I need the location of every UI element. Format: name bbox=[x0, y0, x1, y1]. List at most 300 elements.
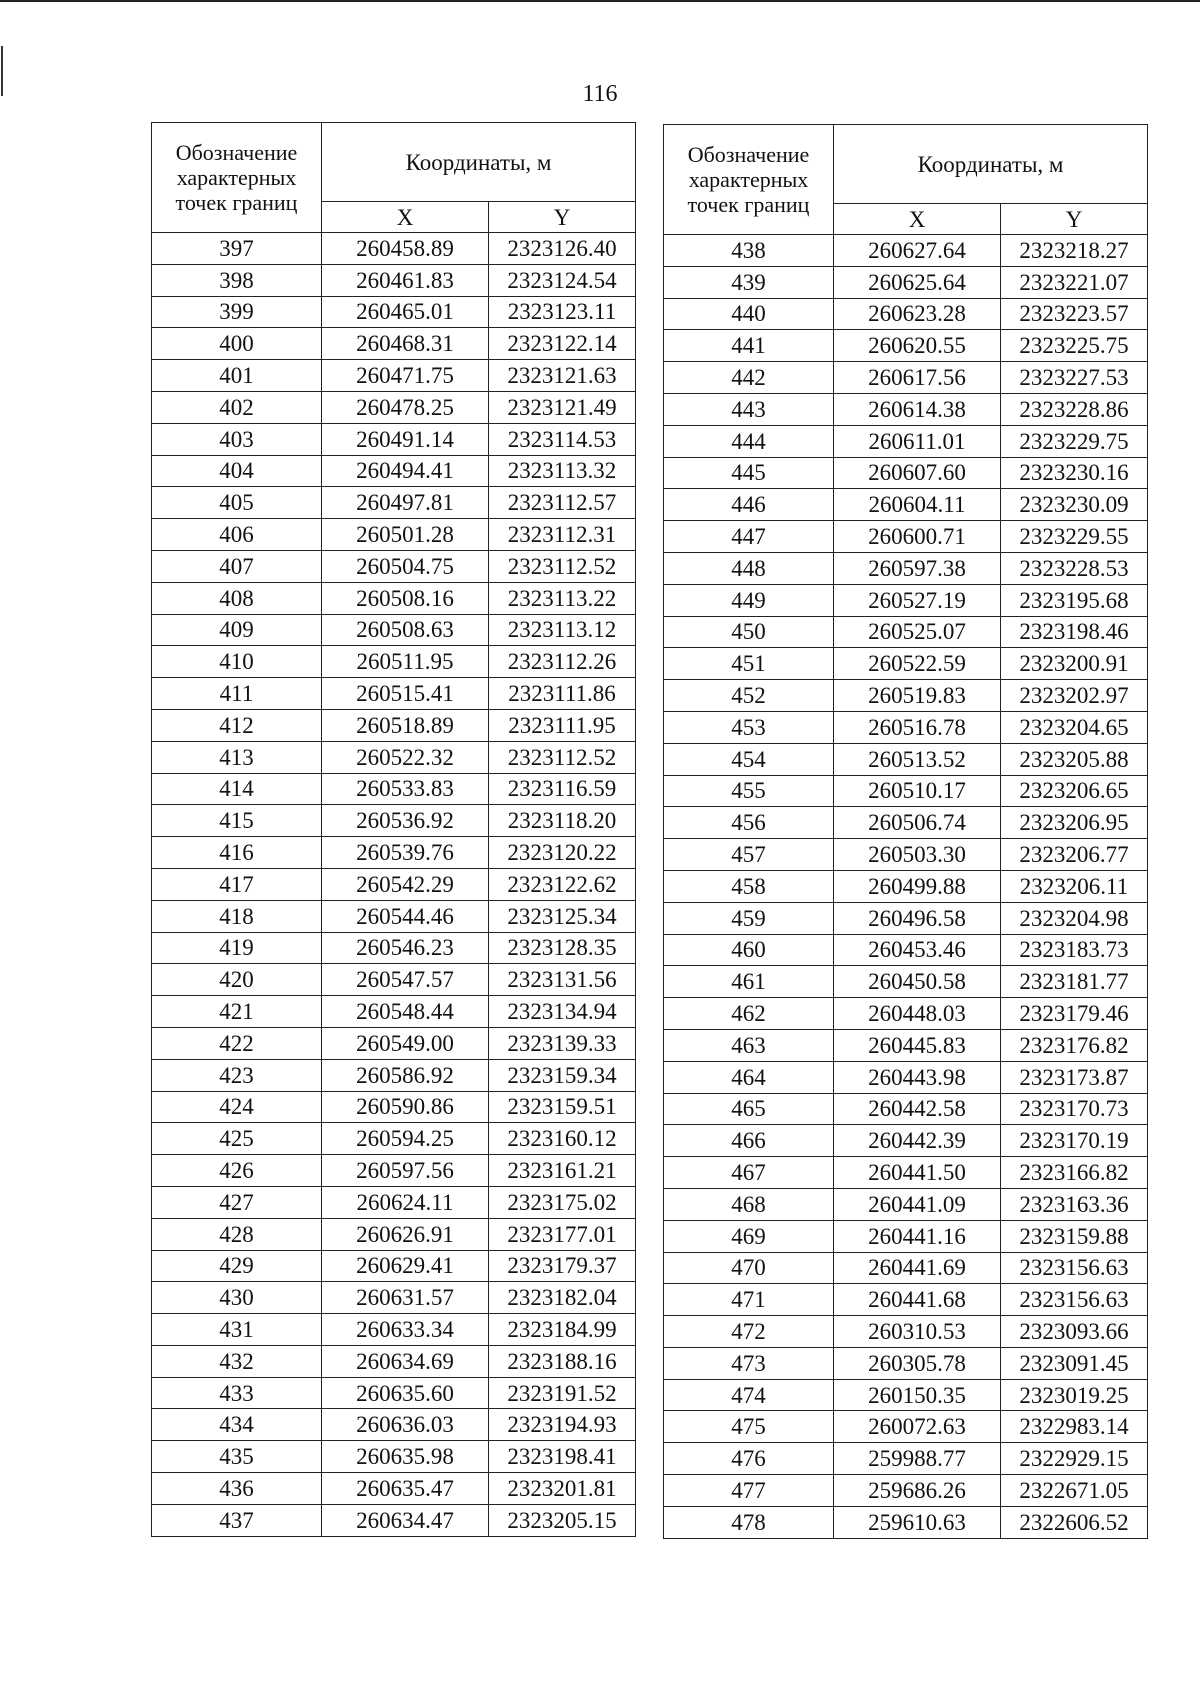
point-id-cell: 458 bbox=[664, 870, 834, 902]
point-id-cell: 434 bbox=[152, 1409, 322, 1441]
x-coordinate-cell: 260600.71 bbox=[834, 521, 1001, 553]
point-id-cell: 451 bbox=[664, 648, 834, 680]
x-coordinate-cell: 260635.98 bbox=[322, 1441, 489, 1473]
point-id-cell: 470 bbox=[664, 1252, 834, 1284]
y-coordinate-cell: 2323228.53 bbox=[1001, 552, 1148, 584]
x-coordinate-cell: 260604.11 bbox=[834, 489, 1001, 521]
table-row bbox=[664, 839, 1148, 871]
point-id-cell: 421 bbox=[152, 996, 322, 1028]
x-coordinate-cell: 260629.41 bbox=[322, 1250, 489, 1282]
table-row bbox=[664, 1029, 1148, 1061]
y-coordinate-cell: 2323205.15 bbox=[489, 1504, 636, 1536]
y-coordinate-cell: 2323126.40 bbox=[489, 233, 636, 265]
table-row bbox=[152, 1186, 636, 1218]
point-id-cell: 430 bbox=[152, 1282, 322, 1314]
x-coordinate-cell: 260496.58 bbox=[834, 902, 1001, 934]
x-coordinate-cell: 260441.09 bbox=[834, 1188, 1001, 1220]
point-id-cell: 429 bbox=[152, 1250, 322, 1282]
table-row bbox=[664, 298, 1148, 330]
point-id-cell: 471 bbox=[664, 1284, 834, 1316]
x-coordinate-cell: 260635.60 bbox=[322, 1377, 489, 1409]
point-id-cell: 440 bbox=[664, 298, 834, 330]
point-id-cell: 455 bbox=[664, 775, 834, 807]
x-coordinate-cell: 260626.91 bbox=[322, 1218, 489, 1250]
y-coordinate-cell: 2323205.88 bbox=[1001, 743, 1148, 775]
y-coordinate-cell: 2323113.22 bbox=[489, 582, 636, 614]
y-coordinate-cell: 2323114.53 bbox=[489, 423, 636, 455]
x-coordinate-cell: 260499.88 bbox=[834, 870, 1001, 902]
y-coordinate-cell: 2323113.32 bbox=[489, 455, 636, 487]
point-id-cell: 450 bbox=[664, 616, 834, 648]
y-coordinate-cell: 2323121.49 bbox=[489, 391, 636, 423]
table-row bbox=[664, 1125, 1148, 1157]
point-id-cell: 397 bbox=[152, 233, 322, 265]
table-row bbox=[152, 741, 636, 773]
x-coordinate-cell: 260305.78 bbox=[834, 1347, 1001, 1379]
y-coordinate-cell: 2323116.59 bbox=[489, 773, 636, 805]
table-row bbox=[152, 996, 636, 1028]
point-id-cell: 464 bbox=[664, 1061, 834, 1093]
x-coordinate-cell: 260465.01 bbox=[322, 296, 489, 328]
y-coordinate-cell: 2323112.52 bbox=[489, 741, 636, 773]
y-coordinate-cell: 2323091.45 bbox=[1001, 1347, 1148, 1379]
point-id-cell: 447 bbox=[664, 521, 834, 553]
y-coordinate-cell: 2323093.66 bbox=[1001, 1316, 1148, 1348]
table-row bbox=[664, 1316, 1148, 1348]
x-coordinate-cell: 260607.60 bbox=[834, 457, 1001, 489]
point-id-cell: 443 bbox=[664, 393, 834, 425]
x-coordinate-cell: 260597.56 bbox=[322, 1155, 489, 1187]
x-coordinate-cell: 260150.35 bbox=[834, 1379, 1001, 1411]
y-coordinate-cell: 2323118.20 bbox=[489, 805, 636, 837]
table-row bbox=[152, 1155, 636, 1187]
y-coordinate-cell: 2323177.01 bbox=[489, 1218, 636, 1250]
table-row bbox=[664, 902, 1148, 934]
point-id-cell: 414 bbox=[152, 773, 322, 805]
x-coordinate-cell: 260513.52 bbox=[834, 743, 1001, 775]
table-row bbox=[152, 805, 636, 837]
y-coordinate-cell: 2323184.99 bbox=[489, 1314, 636, 1346]
point-id-cell: 404 bbox=[152, 455, 322, 487]
x-coordinate-cell: 260547.57 bbox=[322, 964, 489, 996]
table-row bbox=[664, 1347, 1148, 1379]
table-row bbox=[152, 1441, 636, 1473]
point-id-cell: 442 bbox=[664, 362, 834, 394]
table-row bbox=[152, 1409, 636, 1441]
table-row bbox=[664, 425, 1148, 457]
x-coordinate-cell: 260501.28 bbox=[322, 519, 489, 551]
x-coordinate-cell: 260627.64 bbox=[834, 235, 1001, 267]
point-id-cell: 423 bbox=[152, 1059, 322, 1091]
x-coordinate-cell: 260597.38 bbox=[834, 552, 1001, 584]
y-coordinate-cell: 2323120.22 bbox=[489, 837, 636, 869]
y-coordinate-cell: 2323156.63 bbox=[1001, 1284, 1148, 1316]
point-id-cell: 419 bbox=[152, 932, 322, 964]
point-id-cell: 416 bbox=[152, 837, 322, 869]
table-row bbox=[664, 393, 1148, 425]
y-coordinate-cell: 2323112.57 bbox=[489, 487, 636, 519]
x-coordinate-cell: 260631.57 bbox=[322, 1282, 489, 1314]
table-row bbox=[152, 582, 636, 614]
y-coordinate-cell: 2323113.12 bbox=[489, 614, 636, 646]
point-id-cell: 473 bbox=[664, 1347, 834, 1379]
x-coordinate-cell: 260508.63 bbox=[322, 614, 489, 646]
y-coordinate-cell: 2323221.07 bbox=[1001, 266, 1148, 298]
x-coordinate-cell: 260620.55 bbox=[834, 330, 1001, 362]
y-coordinate-cell: 2323170.19 bbox=[1001, 1125, 1148, 1157]
y-coordinate-cell: 2323202.97 bbox=[1001, 680, 1148, 712]
y-coordinate-cell: 2323160.12 bbox=[489, 1123, 636, 1155]
y-coordinate-cell: 2323200.91 bbox=[1001, 648, 1148, 680]
table-row bbox=[152, 646, 636, 678]
y-header: Y bbox=[489, 202, 636, 233]
y-coordinate-cell: 2323206.95 bbox=[1001, 807, 1148, 839]
y-coordinate-cell: 2323218.27 bbox=[1001, 235, 1148, 267]
x-coordinate-cell: 260441.68 bbox=[834, 1284, 1001, 1316]
table-row bbox=[152, 1027, 636, 1059]
x-coordinate-cell: 260468.31 bbox=[322, 328, 489, 360]
table-row bbox=[152, 264, 636, 296]
x-coordinate-cell: 260471.75 bbox=[322, 360, 489, 392]
y-coordinate-cell: 2323121.63 bbox=[489, 360, 636, 392]
table-row bbox=[152, 487, 636, 519]
y-coordinate-cell: 2323163.36 bbox=[1001, 1188, 1148, 1220]
y-coordinate-cell: 2323230.09 bbox=[1001, 489, 1148, 521]
x-coordinate-cell: 260548.44 bbox=[322, 996, 489, 1028]
point-id-cell: 428 bbox=[152, 1218, 322, 1250]
y-coordinate-cell: 2323156.63 bbox=[1001, 1252, 1148, 1284]
x-coordinate-cell: 260478.25 bbox=[322, 391, 489, 423]
table-row bbox=[152, 1218, 636, 1250]
table-row bbox=[664, 584, 1148, 616]
y-coordinate-cell: 2323112.52 bbox=[489, 550, 636, 582]
x-coordinate-cell: 260461.83 bbox=[322, 264, 489, 296]
x-coordinate-cell: 260516.78 bbox=[834, 711, 1001, 743]
table-row bbox=[152, 455, 636, 487]
point-id-cell: 439 bbox=[664, 266, 834, 298]
y-coordinate-cell: 2323123.11 bbox=[489, 296, 636, 328]
x-coordinate-cell: 260635.47 bbox=[322, 1473, 489, 1505]
x-header: X bbox=[834, 204, 1001, 235]
point-id-cell: 438 bbox=[664, 235, 834, 267]
y-coordinate-cell: 2323195.68 bbox=[1001, 584, 1148, 616]
table-row bbox=[664, 552, 1148, 584]
point-id-cell: 460 bbox=[664, 934, 834, 966]
table-row bbox=[664, 1411, 1148, 1443]
x-coordinate-cell: 260441.16 bbox=[834, 1220, 1001, 1252]
point-id-cell: 474 bbox=[664, 1379, 834, 1411]
y-coordinate-cell: 2323191.52 bbox=[489, 1377, 636, 1409]
point-id-cell: 452 bbox=[664, 680, 834, 712]
point-id-cell: 418 bbox=[152, 900, 322, 932]
point-id-cell: 422 bbox=[152, 1027, 322, 1059]
y-coordinate-cell: 2323111.95 bbox=[489, 709, 636, 741]
point-id-cell: 406 bbox=[152, 519, 322, 551]
table-row bbox=[664, 1220, 1148, 1252]
point-id-cell: 413 bbox=[152, 741, 322, 773]
point-id-cell: 437 bbox=[152, 1504, 322, 1536]
x-coordinate-cell: 260549.00 bbox=[322, 1027, 489, 1059]
point-id-cell: 462 bbox=[664, 998, 834, 1030]
point-id-cell: 456 bbox=[664, 807, 834, 839]
y-coordinate-cell: 2323019.25 bbox=[1001, 1379, 1148, 1411]
table-row bbox=[664, 680, 1148, 712]
point-id-cell: 412 bbox=[152, 709, 322, 741]
coordinates-table-right bbox=[663, 124, 1148, 1539]
point-id-cell: 476 bbox=[664, 1443, 834, 1475]
table-row bbox=[664, 870, 1148, 902]
x-coordinate-cell: 260506.74 bbox=[834, 807, 1001, 839]
table-row bbox=[664, 1157, 1148, 1189]
x-coordinate-cell: 260511.95 bbox=[322, 646, 489, 678]
x-coordinate-cell: 260518.89 bbox=[322, 709, 489, 741]
table-row bbox=[664, 489, 1148, 521]
x-coordinate-cell: 260625.64 bbox=[834, 266, 1001, 298]
x-coordinate-cell: 259610.63 bbox=[834, 1506, 1001, 1538]
point-id-cell: 454 bbox=[664, 743, 834, 775]
table-row bbox=[664, 1475, 1148, 1507]
point-id-cell: 466 bbox=[664, 1125, 834, 1157]
x-coordinate-cell: 260614.38 bbox=[834, 393, 1001, 425]
point-id-cell: 409 bbox=[152, 614, 322, 646]
x-coordinate-cell: 260072.63 bbox=[834, 1411, 1001, 1443]
y-coordinate-cell: 2323122.14 bbox=[489, 328, 636, 360]
table-row bbox=[152, 328, 636, 360]
table-row bbox=[152, 1282, 636, 1314]
point-id-cell: 468 bbox=[664, 1188, 834, 1220]
table-row bbox=[152, 837, 636, 869]
point-id-cell: 411 bbox=[152, 678, 322, 710]
table-row bbox=[664, 1506, 1148, 1538]
y-coordinate-cell: 2323204.65 bbox=[1001, 711, 1148, 743]
x-coordinate-cell: 260590.86 bbox=[322, 1091, 489, 1123]
y-coordinate-cell: 2323229.55 bbox=[1001, 521, 1148, 553]
x-coordinate-cell: 260445.83 bbox=[834, 1029, 1001, 1061]
table-row bbox=[152, 1091, 636, 1123]
table-row bbox=[664, 998, 1148, 1030]
x-coordinate-cell: 260458.89 bbox=[322, 233, 489, 265]
point-id-cell: 402 bbox=[152, 391, 322, 423]
table-row bbox=[152, 1377, 636, 1409]
table-row bbox=[664, 330, 1148, 362]
point-id-cell: 407 bbox=[152, 550, 322, 582]
point-id-cell: 425 bbox=[152, 1123, 322, 1155]
designation-header: Обозначение характерных точек границ bbox=[664, 125, 834, 235]
x-coordinate-cell: 260494.41 bbox=[322, 455, 489, 487]
table-row bbox=[664, 807, 1148, 839]
x-coordinate-cell: 260633.34 bbox=[322, 1314, 489, 1346]
x-coordinate-cell: 260634.69 bbox=[322, 1345, 489, 1377]
point-id-cell: 469 bbox=[664, 1220, 834, 1252]
x-coordinate-cell: 260624.11 bbox=[322, 1186, 489, 1218]
point-id-cell: 475 bbox=[664, 1411, 834, 1443]
point-id-cell: 453 bbox=[664, 711, 834, 743]
table-row bbox=[664, 648, 1148, 680]
table-row bbox=[152, 1059, 636, 1091]
table-row bbox=[152, 932, 636, 964]
point-id-cell: 457 bbox=[664, 839, 834, 871]
x-coordinate-cell: 260527.19 bbox=[834, 584, 1001, 616]
point-id-cell: 405 bbox=[152, 487, 322, 519]
point-id-cell: 465 bbox=[664, 1093, 834, 1125]
y-coordinate-cell: 2323183.73 bbox=[1001, 934, 1148, 966]
x-coordinate-cell: 260586.92 bbox=[322, 1059, 489, 1091]
y-coordinate-cell: 2323122.62 bbox=[489, 868, 636, 900]
table-row bbox=[152, 1123, 636, 1155]
table-row bbox=[152, 1250, 636, 1282]
y-coordinate-cell: 2323159.34 bbox=[489, 1059, 636, 1091]
x-coordinate-cell: 260503.30 bbox=[834, 839, 1001, 871]
point-id-cell: 467 bbox=[664, 1157, 834, 1189]
x-header: X bbox=[322, 202, 489, 233]
table-row bbox=[152, 1314, 636, 1346]
coordinates-header: Координаты, м bbox=[322, 123, 636, 202]
point-id-cell: 461 bbox=[664, 966, 834, 998]
point-id-cell: 441 bbox=[664, 330, 834, 362]
x-coordinate-cell: 260611.01 bbox=[834, 425, 1001, 457]
point-id-cell: 417 bbox=[152, 868, 322, 900]
x-coordinate-cell: 260497.81 bbox=[322, 487, 489, 519]
y-coordinate-cell: 2323128.35 bbox=[489, 932, 636, 964]
point-id-cell: 446 bbox=[664, 489, 834, 521]
x-coordinate-cell: 260522.59 bbox=[834, 648, 1001, 680]
table-row bbox=[152, 233, 636, 265]
point-id-cell: 408 bbox=[152, 582, 322, 614]
x-coordinate-cell: 260536.92 bbox=[322, 805, 489, 837]
table-row bbox=[152, 550, 636, 582]
y-coordinate-cell: 2323134.94 bbox=[489, 996, 636, 1028]
x-coordinate-cell: 260510.17 bbox=[834, 775, 1001, 807]
scan-top-edge bbox=[0, 0, 1200, 2]
y-coordinate-cell: 2323206.11 bbox=[1001, 870, 1148, 902]
point-id-cell: 444 bbox=[664, 425, 834, 457]
y-coordinate-cell: 2323131.56 bbox=[489, 964, 636, 996]
x-coordinate-cell: 260310.53 bbox=[834, 1316, 1001, 1348]
page-number: 116 bbox=[582, 81, 618, 107]
table-row bbox=[152, 1473, 636, 1505]
table-row bbox=[152, 360, 636, 392]
y-coordinate-cell: 2323227.53 bbox=[1001, 362, 1148, 394]
x-coordinate-cell: 260448.03 bbox=[834, 998, 1001, 1030]
y-coordinate-cell: 2323175.02 bbox=[489, 1186, 636, 1218]
table-row bbox=[664, 521, 1148, 553]
table-row bbox=[152, 1345, 636, 1377]
x-coordinate-cell: 259686.26 bbox=[834, 1475, 1001, 1507]
y-coordinate-cell: 2323111.86 bbox=[489, 678, 636, 710]
point-id-cell: 477 bbox=[664, 1475, 834, 1507]
x-coordinate-cell: 260508.16 bbox=[322, 582, 489, 614]
y-coordinate-cell: 2323229.75 bbox=[1001, 425, 1148, 457]
point-id-cell: 398 bbox=[152, 264, 322, 296]
table-row bbox=[664, 1284, 1148, 1316]
point-id-cell: 463 bbox=[664, 1029, 834, 1061]
x-coordinate-cell: 260525.07 bbox=[834, 616, 1001, 648]
x-coordinate-cell: 260522.32 bbox=[322, 741, 489, 773]
scan-margin-mark bbox=[1, 46, 3, 96]
x-coordinate-cell: 260594.25 bbox=[322, 1123, 489, 1155]
y-coordinate-cell: 2323230.16 bbox=[1001, 457, 1148, 489]
y-coordinate-cell: 2323159.88 bbox=[1001, 1220, 1148, 1252]
y-coordinate-cell: 2323201.81 bbox=[489, 1473, 636, 1505]
y-coordinate-cell: 2323179.37 bbox=[489, 1250, 636, 1282]
y-coordinate-cell: 2323223.57 bbox=[1001, 298, 1148, 330]
y-coordinate-cell: 2323204.98 bbox=[1001, 902, 1148, 934]
x-coordinate-cell: 259988.77 bbox=[834, 1443, 1001, 1475]
table-row bbox=[664, 1252, 1148, 1284]
point-id-cell: 432 bbox=[152, 1345, 322, 1377]
y-coordinate-cell: 2323166.82 bbox=[1001, 1157, 1148, 1189]
table-row bbox=[152, 773, 636, 805]
point-id-cell: 410 bbox=[152, 646, 322, 678]
table-row bbox=[152, 678, 636, 710]
point-id-cell: 424 bbox=[152, 1091, 322, 1123]
y-coordinate-cell: 2323188.16 bbox=[489, 1345, 636, 1377]
point-id-cell: 448 bbox=[664, 552, 834, 584]
x-coordinate-cell: 260453.46 bbox=[834, 934, 1001, 966]
x-coordinate-cell: 260442.58 bbox=[834, 1093, 1001, 1125]
table-row bbox=[664, 266, 1148, 298]
point-id-cell: 436 bbox=[152, 1473, 322, 1505]
x-coordinate-cell: 260519.83 bbox=[834, 680, 1001, 712]
y-coordinate-cell: 2323159.51 bbox=[489, 1091, 636, 1123]
table-row bbox=[664, 457, 1148, 489]
y-coordinate-cell: 2323112.26 bbox=[489, 646, 636, 678]
y-coordinate-cell: 2323170.73 bbox=[1001, 1093, 1148, 1125]
point-id-cell: 431 bbox=[152, 1314, 322, 1346]
coordinates-table-left bbox=[151, 122, 636, 1537]
y-coordinate-cell: 2323228.86 bbox=[1001, 393, 1148, 425]
table-row bbox=[664, 616, 1148, 648]
point-id-cell: 400 bbox=[152, 328, 322, 360]
y-coordinate-cell: 2323124.54 bbox=[489, 264, 636, 296]
point-id-cell: 435 bbox=[152, 1441, 322, 1473]
point-id-cell: 449 bbox=[664, 584, 834, 616]
table-row bbox=[664, 966, 1148, 998]
table-row bbox=[664, 235, 1148, 267]
x-coordinate-cell: 260636.03 bbox=[322, 1409, 489, 1441]
x-coordinate-cell: 260546.23 bbox=[322, 932, 489, 964]
point-id-cell: 401 bbox=[152, 360, 322, 392]
table-row bbox=[152, 423, 636, 455]
y-coordinate-cell: 2323206.65 bbox=[1001, 775, 1148, 807]
y-header: Y bbox=[1001, 204, 1148, 235]
y-coordinate-cell: 2323176.82 bbox=[1001, 1029, 1148, 1061]
y-coordinate-cell: 2323198.46 bbox=[1001, 616, 1148, 648]
x-coordinate-cell: 260491.14 bbox=[322, 423, 489, 455]
table-row bbox=[664, 362, 1148, 394]
y-coordinate-cell: 2323194.93 bbox=[489, 1409, 636, 1441]
y-coordinate-cell: 2323125.34 bbox=[489, 900, 636, 932]
table-row bbox=[152, 296, 636, 328]
table-row bbox=[152, 1504, 636, 1536]
point-id-cell: 399 bbox=[152, 296, 322, 328]
x-coordinate-cell: 260634.47 bbox=[322, 1504, 489, 1536]
x-coordinate-cell: 260533.83 bbox=[322, 773, 489, 805]
table-row bbox=[152, 614, 636, 646]
x-coordinate-cell: 260442.39 bbox=[834, 1125, 1001, 1157]
y-coordinate-cell: 2323179.46 bbox=[1001, 998, 1148, 1030]
y-coordinate-cell: 2323173.87 bbox=[1001, 1061, 1148, 1093]
x-coordinate-cell: 260539.76 bbox=[322, 837, 489, 869]
table-row bbox=[664, 1379, 1148, 1411]
point-id-cell: 427 bbox=[152, 1186, 322, 1218]
y-coordinate-cell: 2322671.05 bbox=[1001, 1475, 1148, 1507]
y-coordinate-cell: 2323181.77 bbox=[1001, 966, 1148, 998]
table-row bbox=[664, 743, 1148, 775]
table-row bbox=[664, 775, 1148, 807]
y-coordinate-cell: 2323225.75 bbox=[1001, 330, 1148, 362]
x-coordinate-cell: 260542.29 bbox=[322, 868, 489, 900]
